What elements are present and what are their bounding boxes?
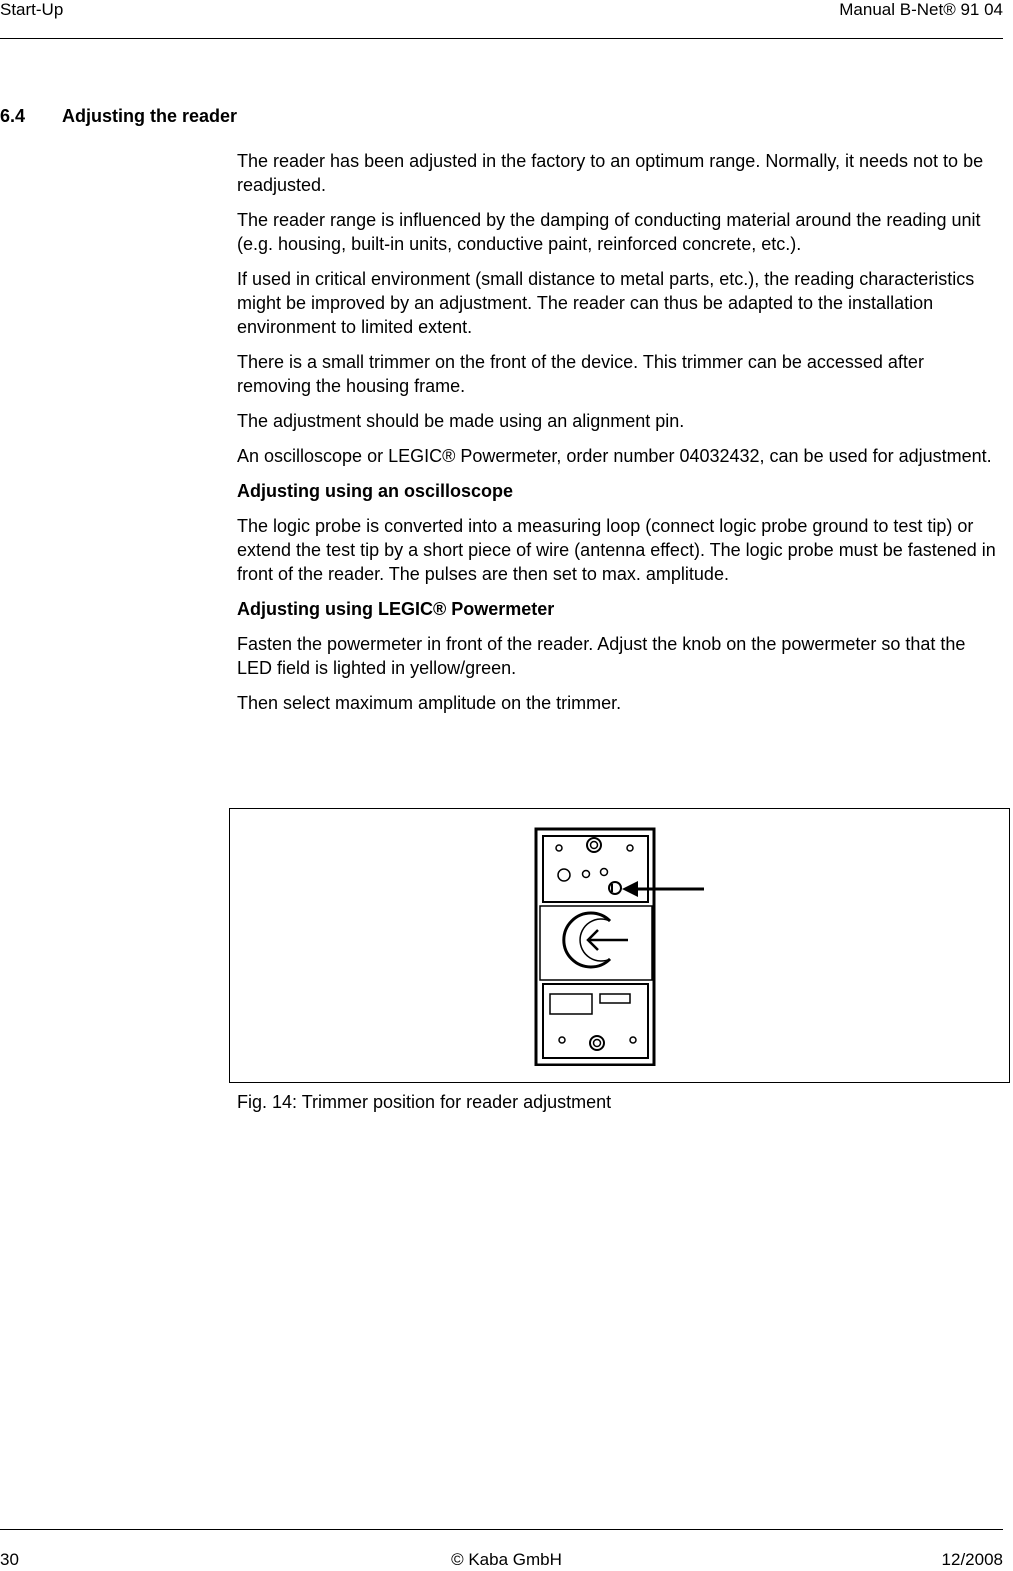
paragraph: There is a small trimmer on the front of the device. This trimmer can be accessed after removing the housing frame. <box>237 352 924 396</box>
logo-module <box>540 906 652 980</box>
body-text <box>237 149 1001 726</box>
footer-rule <box>0 1529 1003 1530</box>
paragraph: Then select maximum amplitude on the trimmer. <box>237 693 622 713</box>
paragraph: The logic probe is converted into a measuring loop (connect logic probe ground to test tip) or extend the test tip by a short piece of wire (antenna effect). The logic probe must be fastened in front of the reader. The pulses are then set to max. amplitude. <box>237 516 996 584</box>
footer-date: 12/2008 <box>941 1550 1003 1569</box>
paragraph: An oscilloscope or LEGIC® Powermeter, order number 04032432, can be used for adjustment. <box>237 446 992 466</box>
paragraph: Fasten the powermeter in front of the reader. Adjust the knob on the powermeter so that the LED field is lighted in yellow/green. <box>237 634 966 678</box>
paragraph: The adjustment should be made using an alignment pin. <box>237 411 685 431</box>
footer-copyright: © Kaba GmbH <box>451 1550 562 1569</box>
paragraph: The reader has been adjusted in the factory to an optimum range. Normally, it needs not to be readjusted. <box>237 151 984 195</box>
paragraph: The reader range is influenced by the damping of conducting material around the reading unit (e.g. housing, built-in units, conductive paint, reinforced concrete, etc.). <box>237 210 981 254</box>
section-number: 6.4 <box>0 106 26 126</box>
page-number: 30 <box>0 1550 19 1569</box>
figure-caption: Fig. 14: Trimmer position for reader adjustment <box>237 1092 612 1112</box>
header-rule <box>0 38 1003 39</box>
subheading-powermeter: Adjusting using LEGIC® Powermeter <box>237 599 555 619</box>
header-manual-title: Manual B-Net® 91 04 <box>839 0 1003 19</box>
header-chapter: Start-Up <box>0 0 64 19</box>
reader-device-illustration <box>530 821 710 1066</box>
figure-frame <box>229 808 1010 1083</box>
subheading-oscilloscope: Adjusting using an oscilloscope <box>237 481 514 501</box>
section-title: Adjusting the reader <box>62 106 238 126</box>
paragraph: If used in critical environment (small distance to metal parts, etc.), the reading characteristics might be improved by an adjustment. The reader can thus be adapted to the installation environment to limited extent. <box>237 269 975 337</box>
